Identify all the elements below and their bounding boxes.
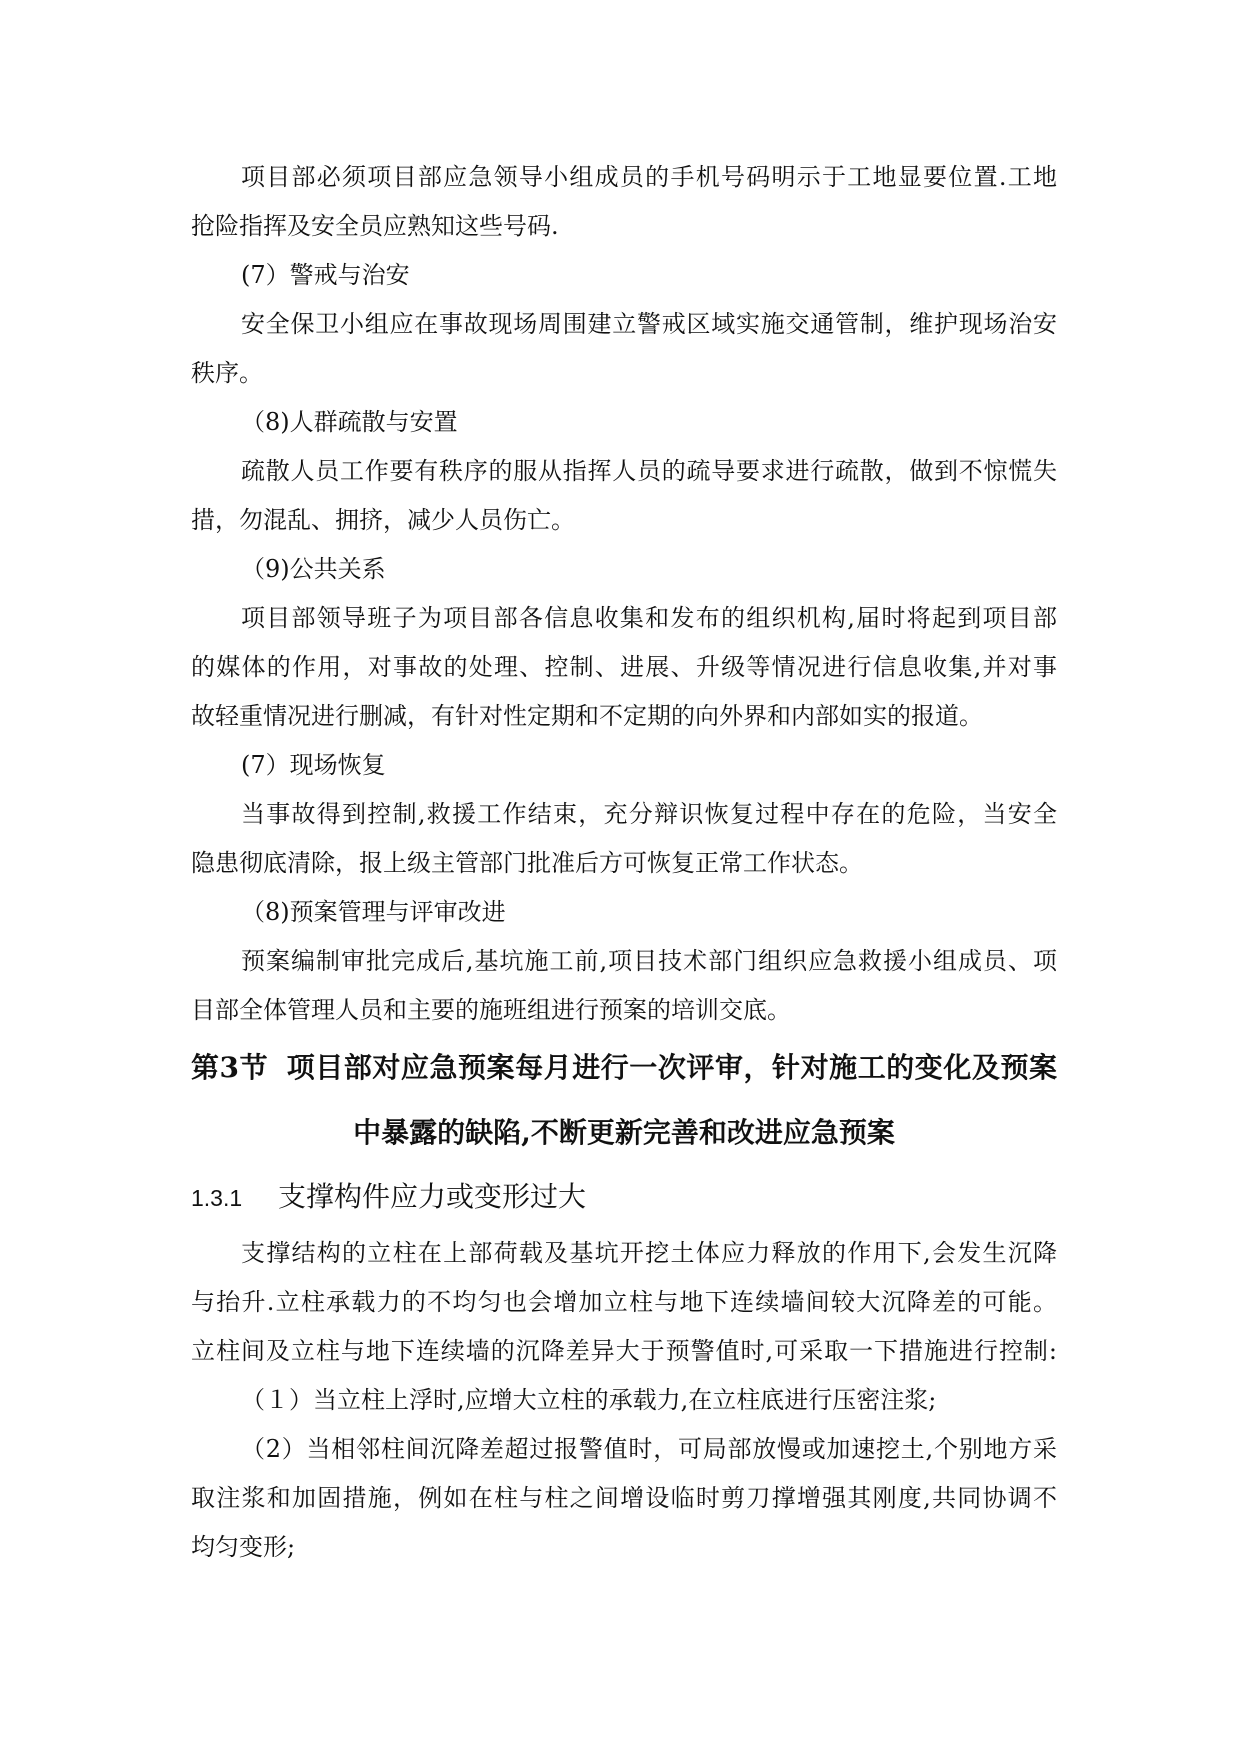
- body-line: 立柱间及立柱与地下连续墙的沉降差异大于预警值时,可采取一下措施进行控制:: [191, 1337, 1057, 1365]
- section-title-line: 项目部对应急预案每月进行一次评审，针对施工的变化及预案: [286, 1051, 1057, 1084]
- section-title-line: 中暴露的缺陷,不断更新完善和改进应急预案: [353, 1116, 895, 1149]
- body-line: 疏散人员工作要有秩序的服从指挥人员的疏导要求进行疏散，做到不惊慌失: [241, 457, 1057, 485]
- body-line: 取注浆和加固措施，例如在柱与柱之间增设临时剪刀撑增强其刚度,共同协调不: [191, 1484, 1057, 1512]
- body-line: 抢险指挥及安全员应熟知这些号码.: [191, 212, 559, 240]
- subsection-title: 支撑构件应力或变形过大: [278, 1180, 587, 1213]
- body-line: 措，勿混乱、拥挤，减少人员伤亡。: [191, 506, 575, 534]
- body-line: 隐患彻底清除，报上级主管部门批准后方可恢复正常工作状态。: [191, 849, 863, 877]
- body-line: 项目部领导班子为项目部各信息收集和发布的组织机构,届时将起到项目部: [241, 604, 1057, 632]
- body-line: 预案编制审批完成后,基坑施工前,项目技术部门组织应急救援小组成员、项: [241, 947, 1057, 975]
- paragraph-plan-management: [191, 937, 1057, 1035]
- paragraph-evacuation: [191, 447, 1057, 545]
- paragraph-column-settlement: [191, 1229, 1057, 1376]
- paragraph-cordon-security: [191, 300, 1057, 398]
- body-line: 支撑结构的立柱在上部荷载及基坑开挖土体应力释放的作用下,会发生沉降: [241, 1239, 1057, 1267]
- body-line: 当事故得到控制,救援工作结束，充分辩识恢复过程中存在的危险，当安全: [241, 800, 1057, 828]
- paragraph-contact-numbers: [191, 153, 1057, 251]
- body-line: 与抬升.立柱承载力的不均匀也会增加立柱与地下连续墙间较大沉降差的可能。: [191, 1288, 1057, 1316]
- section-label: 第3节: [191, 1051, 269, 1084]
- body-line: 均匀变形;: [191, 1533, 296, 1561]
- body-line: （2）当相邻柱间沉降差超过报警值时，可局部放慢或加速挖土,个别地方采: [241, 1435, 1057, 1463]
- subsection-heading: [191, 1165, 1057, 1229]
- item-heading-cordon-security: (7）警戒与治安: [241, 261, 410, 289]
- body-line: 的媒体的作用，对事故的处理、控制、进展、升级等情况进行信息收集,并对事: [191, 653, 1057, 681]
- body-line: 目部全体管理人员和主要的施班组进行预案的培训交底。: [191, 996, 791, 1024]
- paragraph-site-recovery: [191, 790, 1057, 888]
- section-heading-line: [191, 1035, 1057, 1100]
- body-line: 安全保卫小组应在事故现场周围建立警戒区域实施交通管制，维护现场治安: [241, 310, 1057, 338]
- item-heading-site-recovery: (7）现场恢复: [241, 751, 386, 779]
- measure-item-1: （１）当立柱上浮时,应增大立柱的承载力,在立柱底进行压密注浆;: [241, 1386, 937, 1414]
- page-content: [191, 153, 1057, 1572]
- item-heading-evacuation: （8)人群疏散与安置: [241, 408, 458, 436]
- item-heading-public-relations: （9)公共关系: [241, 555, 386, 583]
- body-line: 故轻重情况进行删减，有针对性定期和不定期的向外界和内部如实的报道。: [191, 702, 983, 730]
- paragraph-public-relations: [191, 594, 1057, 741]
- subsection-number: 1.3.1: [191, 1185, 243, 1211]
- item-heading-plan-management: （8)预案管理与评审改进: [241, 898, 506, 926]
- section-heading: [191, 1035, 1057, 1165]
- body-line: 秩序。: [191, 359, 263, 387]
- body-line: 项目部必须项目部应急领导小组成员的手机号码明示于工地显要位置.工地: [241, 163, 1057, 191]
- measure-item-2: [191, 1425, 1057, 1572]
